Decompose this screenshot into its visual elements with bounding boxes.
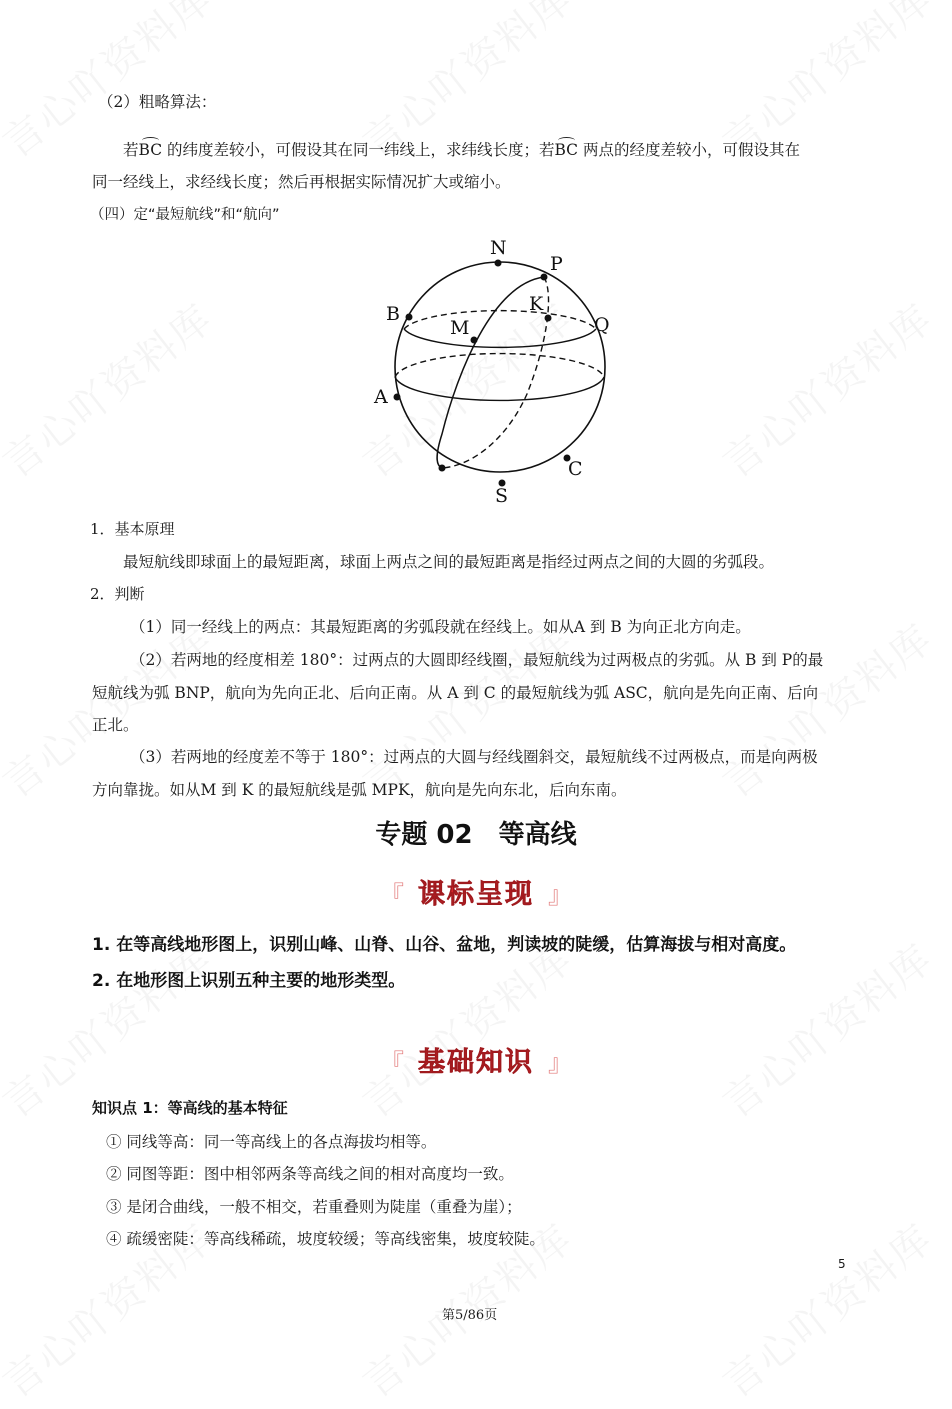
judgement-item2-line3: 正北。 [92,716,139,734]
knowledge-point-item: ① 同线等高：同一等高线上的各点海拔均相等。 [106,1133,437,1151]
point-b [406,314,413,321]
bracket-right: 』 [548,881,572,909]
point-a [394,394,401,401]
text-fragment: 的纬度差较小，可假设其在同一纬线上，求纬线长度；若 [162,141,555,159]
label-s: S [495,485,509,507]
basics-title-text: 基础知识 [418,1047,534,1078]
page-number: 5 [838,1257,846,1271]
text-fragment: 两点的经度差较小，可假设其在 [578,141,800,159]
label-b: B [386,303,400,325]
rough-method-text-line2: 同一经线上，求经线长度；然后再根据实际情况扩大或缩小。 [92,173,511,191]
judgement-item2-line2: 短航线为弧 BNP，航向为先向正北、后向正南。从 A 到 C 的最短航线为弧 ASC，航向是先向正南、后向 [92,684,819,702]
label-a: A [374,386,388,408]
judgement-heading: 2．判断 [90,585,145,603]
label-c: C [568,458,583,480]
arc-bc-notation: BC [138,141,163,159]
knowledge-point-item: ③ 是闭合曲线，一般不相交，若重叠则为陡崖（重叠为崖）； [106,1198,522,1216]
judgement-item3-line2: 方向靠拢。如从M 到 K 的最短航线是弧 MPK，航向是先向东北，后向东南。 [92,781,627,799]
basics-title [0,1040,952,1079]
arc-bc-notation: BC [554,141,579,159]
rough-method-heading: （2）粗略算法： [98,93,217,111]
knowledge-point-item: ④ 疏缓密陡：等高线稀疏，坡度较缓；等高线密集，坡度较陡。 [106,1230,545,1248]
point-n [495,260,502,267]
point-p [541,274,548,281]
curriculum-title-text: 课标呈现 [418,879,534,910]
knowledge-point-item: ② 同图等距：图中相邻两条等高线之间的相对高度均一致。 [106,1165,514,1183]
rough-method-text-line1 [123,143,800,159]
bracket-right: 』 [548,1049,572,1077]
curriculum-title [0,872,952,911]
label-q: Q [594,314,610,336]
topic-title: 专题 02 等高线 [375,820,577,850]
bracket-left: 『 [380,881,404,909]
judgement-item3-line1: （3）若两地的经度差不等于 180°：过两点的大圆与经线圈斜交，最短航线不过两极点，而是向两极 [130,748,818,766]
globe-svg [362,234,632,514]
point-lower [439,465,446,472]
text-fragment: 若 [123,141,139,159]
judgement-item1: （1）同一经线上的两点：其最短距离的劣弧段就在经线上。如从A 到 B 为向正北方向走。 [130,618,751,636]
label-n: N [490,237,507,259]
principle-text: 最短航线即球面上的最短距离，球面上两点之间的最短距离是指经过两点之间的大圆的劣弧段。 [123,553,775,571]
bracket-left: 『 [380,1049,404,1077]
point-k [545,315,552,322]
part4-heading: （四）定“最短航线”和“航向” [90,207,280,223]
label-m: M [450,317,470,339]
label-k: K [529,293,544,315]
principle-heading: 1．基本原理 [90,520,175,538]
point-m [471,337,478,344]
curriculum-item-2: 2. 在地形图上识别五种主要的地形类型。 [92,971,406,991]
judgement-item2-line1: （2）若两地的经度相差 180°：过两点的大圆即经线圈，最短航线为过两极点的劣弧。从 B 到 P的最 [130,651,824,669]
label-p: P [550,253,563,275]
curriculum-item-1: 1. 在等高线地形图上，识别山峰、山脊、山谷、盆地，判读坡的陡缓，估算海拔与相对高度。 [92,935,797,955]
page-footer: 第5/86页 [442,1308,498,1323]
globe-diagram [362,234,632,514]
knowledge-point-1-heading: 知识点 1：等高线的基本特征 [92,1099,288,1117]
